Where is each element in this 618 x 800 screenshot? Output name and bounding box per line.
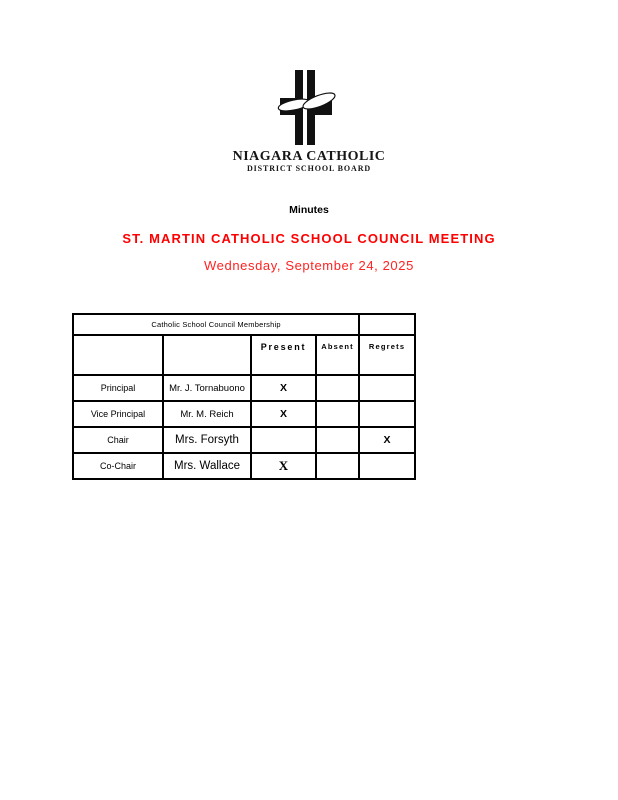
present-cell: X [251,401,316,427]
present-cell [251,427,316,453]
regrets-cell [359,375,415,401]
role-cell: Principal [73,375,163,401]
absent-cell [316,375,359,401]
name-cell: Mr. M. Reich [163,401,251,427]
table-header-row [73,335,415,375]
table-row-vice-principal [73,401,415,427]
table-caption-row [73,314,415,335]
meeting-date: Wednesday, September 24, 2025 [204,258,414,273]
name-cell: Mrs. Wallace [163,453,251,479]
header-empty-name [163,335,251,375]
header-empty-role [73,335,163,375]
regrets-cell: X [359,427,415,453]
table-row-co-chair [73,453,415,479]
regrets-cell [359,401,415,427]
caption-row-empty-cell [359,314,415,335]
present-cell: X [251,375,316,401]
meeting-title: ST. MARTIN CATHOLIC SCHOOL COUNCIL MEETING [122,231,496,246]
table-row-chair [73,427,415,453]
org-name: NIAGARA CATHOLIC [232,149,386,164]
name-cell: Mrs. Forsyth [163,427,251,453]
role-cell: Vice Principal [73,401,163,427]
name-cell: Mr. J. Tornabuono [163,375,251,401]
table-row-principal [73,375,415,401]
absent-cell [316,427,359,453]
regrets-cell [359,453,415,479]
cross-with-leaves-icon [277,68,341,148]
present-cell: X [251,453,316,479]
org-subtitle: DISTRICT SCHOOL BOARD [246,164,372,173]
column-header-absent: Absent [316,335,359,375]
role-cell: Co-Chair [73,453,163,479]
membership-table [72,313,416,480]
absent-cell [316,401,359,427]
absent-cell [316,453,359,479]
table-caption: Catholic School Council Membership [73,314,359,335]
role-cell: Chair [73,427,163,453]
column-header-present: Present [251,335,316,375]
column-header-regrets: Regrets [359,335,415,375]
minutes-label: Minutes [289,204,329,216]
